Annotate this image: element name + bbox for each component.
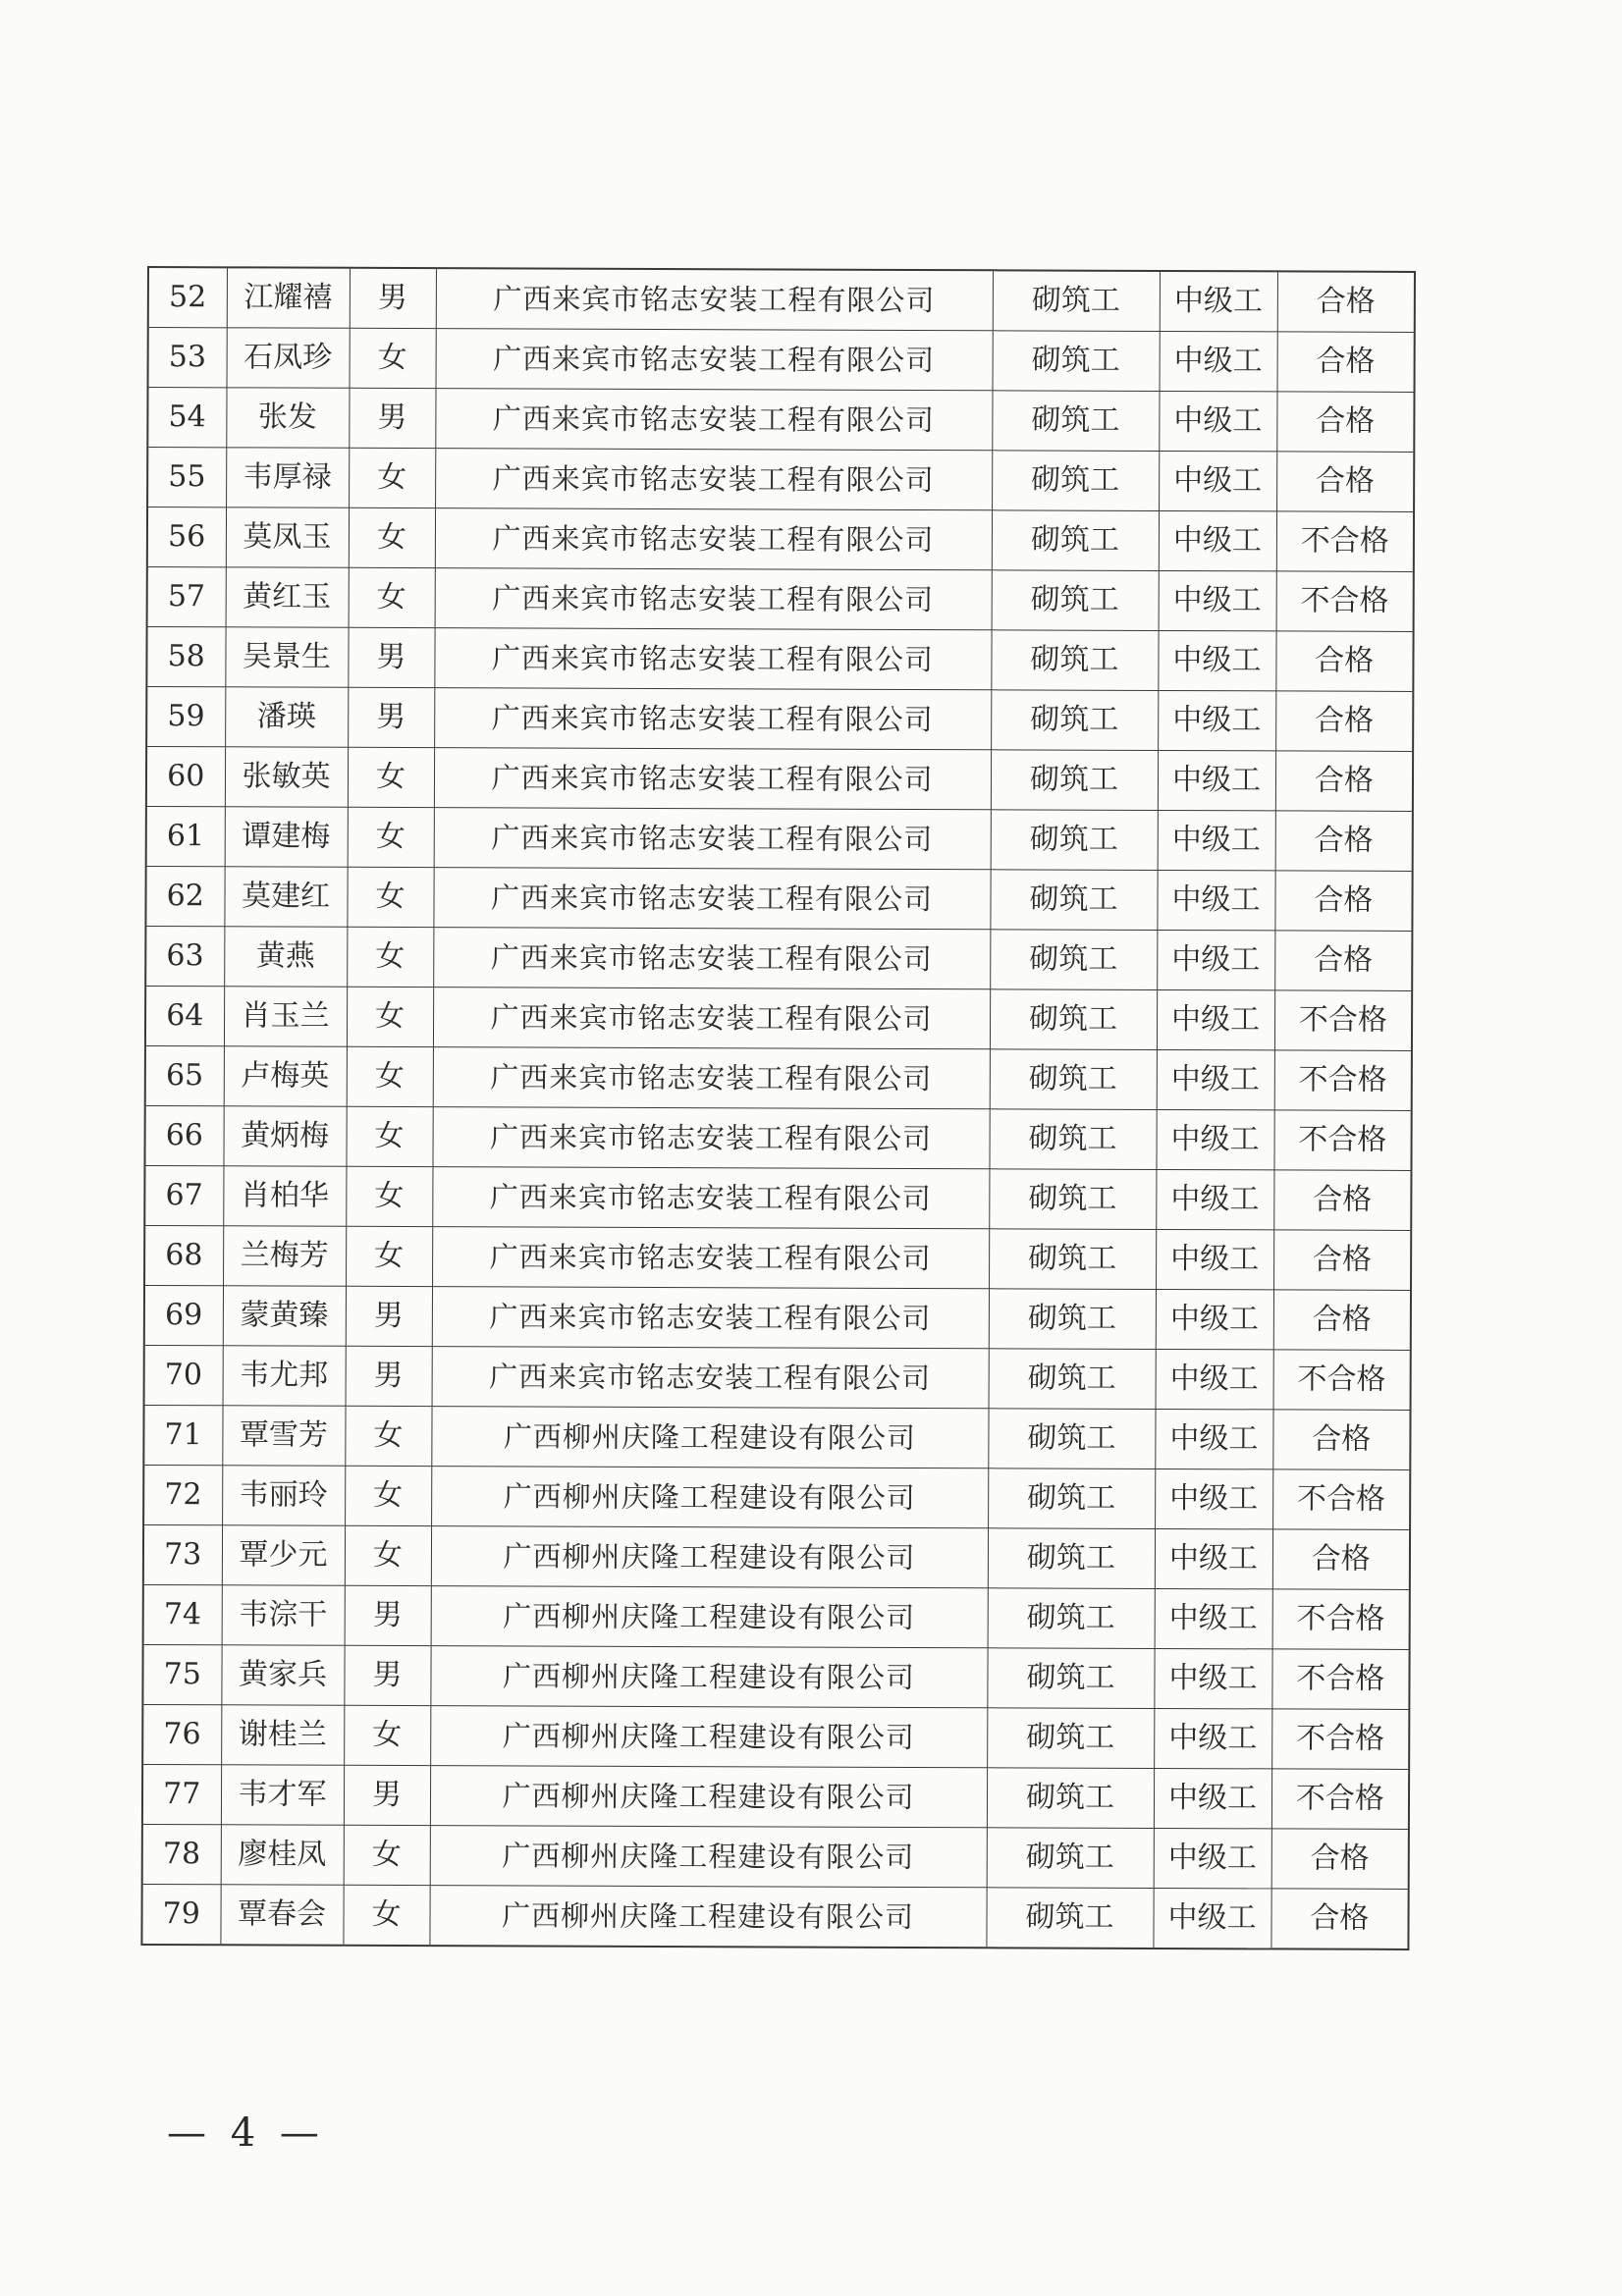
company-name: 广西来宾市铭志安装工程有限公司 <box>433 1047 990 1109</box>
company-name: 广西柳州庆隆工程建设有限公司 <box>431 1467 988 1528</box>
table-row <box>144 1105 1411 1170</box>
trade: 砌筑工 <box>991 750 1158 811</box>
skill-level: 中级工 <box>1159 451 1276 510</box>
table-row <box>145 866 1412 931</box>
gender: 男 <box>349 388 435 448</box>
company-name: 广西柳州庆隆工程建设有限公司 <box>430 1766 987 1828</box>
table-row <box>147 567 1414 632</box>
trade: 砌筑工 <box>991 630 1158 691</box>
row-number: 59 <box>146 687 225 747</box>
trade: 砌筑工 <box>990 989 1157 1050</box>
person-name: 卢梅英 <box>224 1046 347 1106</box>
skill-level: 中级工 <box>1155 1528 1272 1588</box>
table-row <box>142 1704 1409 1769</box>
skill-level: 中级工 <box>1154 1768 1271 1828</box>
gender: 女 <box>345 1406 431 1466</box>
table-row <box>146 747 1413 812</box>
exam-result: 合格 <box>1277 271 1415 332</box>
company-name: 广西柳州庆隆工程建设有限公司 <box>430 1826 987 1888</box>
trade: 砌筑工 <box>991 690 1158 751</box>
gender: 女 <box>348 747 434 807</box>
gender: 女 <box>349 448 435 507</box>
table-row <box>146 627 1413 692</box>
exam-result: 合格 <box>1272 1529 1410 1590</box>
person-name: 石凤珍 <box>227 328 350 388</box>
skill-level: 中级工 <box>1157 870 1274 930</box>
table-row <box>142 1644 1409 1709</box>
person-name: 兰梅芳 <box>223 1226 346 1286</box>
person-name: 韦厚禄 <box>226 448 349 507</box>
skill-level: 中级工 <box>1155 1409 1272 1468</box>
row-number: 53 <box>148 328 227 388</box>
trade: 砌筑工 <box>992 510 1159 571</box>
skill-level: 中级工 <box>1155 1588 1272 1648</box>
exam-result: 合格 <box>1273 1170 1411 1231</box>
row-number: 60 <box>146 747 225 807</box>
gender: 女 <box>349 567 435 627</box>
company-name: 广西来宾市铭志安装工程有限公司 <box>434 688 991 750</box>
row-number: 71 <box>143 1405 222 1465</box>
person-name: 张发 <box>226 388 349 448</box>
trade: 砌筑工 <box>989 1109 1156 1170</box>
trade: 砌筑工 <box>993 270 1160 331</box>
exam-result: 合格 <box>1275 691 1413 752</box>
trade: 砌筑工 <box>988 1468 1155 1529</box>
row-number: 63 <box>145 926 224 986</box>
gender: 男 <box>350 268 436 329</box>
company-name: 广西来宾市铭志安装工程有限公司 <box>434 748 991 810</box>
skill-level: 中级工 <box>1157 989 1274 1049</box>
company-name: 广西柳州庆隆工程建设有限公司 <box>430 1646 987 1708</box>
gender: 男 <box>345 1585 431 1645</box>
skill-level: 中级工 <box>1155 1468 1272 1528</box>
trade: 砌筑工 <box>989 1229 1156 1290</box>
person-name: 黄燕 <box>224 927 347 987</box>
results-table <box>140 266 1416 1950</box>
row-number: 70 <box>144 1345 223 1405</box>
exam-result: 合格 <box>1271 1889 1408 1949</box>
row-number: 52 <box>148 267 227 328</box>
page-number: — 4 — <box>167 2110 325 2156</box>
table-row <box>145 926 1412 990</box>
row-number: 67 <box>144 1165 223 1225</box>
gender: 男 <box>348 687 434 747</box>
company-name: 广西来宾市铭志安装工程有限公司 <box>435 508 992 570</box>
trade: 砌筑工 <box>988 1409 1155 1469</box>
person-name: 蒙黄臻 <box>223 1286 346 1346</box>
trade: 砌筑工 <box>986 1888 1153 1949</box>
gender: 女 <box>347 1046 433 1106</box>
exam-result: 不合格 <box>1274 990 1412 1051</box>
skill-level: 中级工 <box>1159 391 1276 451</box>
table-row <box>141 1884 1408 1949</box>
exam-result: 合格 <box>1273 1230 1411 1291</box>
gender: 男 <box>346 1346 432 1406</box>
row-number: 57 <box>147 567 226 627</box>
trade: 砌筑工 <box>989 1289 1156 1350</box>
table-row <box>144 1225 1411 1290</box>
exam-result: 合格 <box>1275 751 1413 812</box>
company-name: 广西柳州庆隆工程建设有限公司 <box>431 1586 988 1648</box>
table-row <box>145 1045 1412 1110</box>
exam-result: 不合格 <box>1274 1050 1412 1111</box>
row-number: 66 <box>144 1105 223 1165</box>
person-name: 黄红玉 <box>226 567 349 627</box>
skill-level: 中级工 <box>1156 1109 1273 1169</box>
company-name: 广西柳州庆隆工程建设有限公司 <box>431 1407 988 1468</box>
exam-result: 合格 <box>1276 452 1414 512</box>
exam-result: 合格 <box>1277 332 1415 393</box>
gender: 女 <box>346 1226 432 1286</box>
person-name: 肖玉兰 <box>224 987 347 1046</box>
skill-level: 中级工 <box>1157 930 1274 989</box>
row-number: 54 <box>147 388 226 448</box>
gender: 女 <box>347 867 433 927</box>
company-name: 广西来宾市铭志安装工程有限公司 <box>434 808 991 870</box>
row-number: 56 <box>147 507 226 567</box>
row-number: 76 <box>142 1704 221 1764</box>
row-number: 64 <box>145 986 224 1045</box>
person-name: 谭建梅 <box>225 807 348 867</box>
row-number: 77 <box>142 1764 221 1824</box>
trade: 砌筑工 <box>992 451 1159 511</box>
gender: 男 <box>344 1645 430 1705</box>
table-row <box>147 388 1414 453</box>
gender: 女 <box>350 328 436 388</box>
row-number: 74 <box>143 1584 222 1644</box>
row-number: 68 <box>144 1225 223 1285</box>
exam-result: 合格 <box>1275 631 1413 692</box>
trade: 砌筑工 <box>987 1708 1154 1769</box>
table-row <box>147 507 1414 572</box>
company-name: 广西来宾市铭志安装工程有限公司 <box>436 329 993 391</box>
exam-result: 不合格 <box>1276 571 1414 632</box>
skill-level: 中级工 <box>1160 331 1277 391</box>
exam-result: 不合格 <box>1276 511 1414 572</box>
person-name: 肖柏华 <box>223 1166 346 1226</box>
exam-result: 不合格 <box>1271 1709 1409 1770</box>
company-name: 广西来宾市铭志安装工程有限公司 <box>435 568 992 630</box>
exam-result: 不合格 <box>1272 1589 1410 1650</box>
trade: 砌筑工 <box>990 870 1157 931</box>
exam-result: 合格 <box>1275 811 1413 872</box>
trade: 砌筑工 <box>987 1828 1154 1889</box>
table-row <box>143 1524 1410 1589</box>
company-name: 广西柳州庆隆工程建设有限公司 <box>429 1886 986 1949</box>
table-row <box>144 1165 1411 1230</box>
trade: 砌筑工 <box>987 1768 1154 1829</box>
person-name: 韦丽玲 <box>222 1466 345 1525</box>
table-row <box>143 1465 1410 1529</box>
gender: 女 <box>349 507 435 567</box>
skill-level: 中级工 <box>1158 690 1275 750</box>
company-name: 广西来宾市铭志安装工程有限公司 <box>435 449 992 510</box>
gender: 女 <box>348 807 434 867</box>
person-name: 覃春会 <box>220 1885 343 1946</box>
gender: 男 <box>348 627 434 687</box>
person-name: 张敏英 <box>225 747 348 807</box>
person-name: 莫凤玉 <box>226 507 349 567</box>
company-name: 广西来宾市铭志安装工程有限公司 <box>434 628 991 690</box>
table-row <box>146 806 1413 871</box>
skill-level: 中级工 <box>1160 271 1277 332</box>
gender: 女 <box>343 1885 429 1946</box>
skill-level: 中级工 <box>1158 750 1275 810</box>
trade: 砌筑工 <box>992 391 1159 452</box>
table-row <box>143 1584 1410 1649</box>
exam-result: 不合格 <box>1272 1469 1410 1530</box>
table-row <box>148 267 1415 332</box>
company-name: 广西来宾市铭志安装工程有限公司 <box>432 1287 989 1349</box>
table-row <box>142 1764 1409 1829</box>
gender: 女 <box>346 1166 432 1226</box>
skill-level: 中级工 <box>1158 810 1275 870</box>
company-name: 广西来宾市铭志安装工程有限公司 <box>432 1107 989 1169</box>
row-number: 65 <box>145 1045 224 1105</box>
company-name: 广西来宾市铭志安装工程有限公司 <box>433 928 990 989</box>
gender: 女 <box>345 1525 431 1585</box>
person-name: 吴景生 <box>225 627 348 687</box>
company-name: 广西柳州庆隆工程建设有限公司 <box>431 1526 988 1588</box>
row-number: 79 <box>141 1884 220 1945</box>
table-row <box>142 1824 1409 1889</box>
skill-level: 中级工 <box>1157 1049 1274 1109</box>
skill-level: 中级工 <box>1154 1828 1271 1888</box>
trade: 砌筑工 <box>992 570 1159 631</box>
trade: 砌筑工 <box>993 331 1160 392</box>
skill-level: 中级工 <box>1154 1708 1271 1768</box>
exam-result: 合格 <box>1276 392 1414 453</box>
person-name: 江耀禧 <box>227 267 350 328</box>
company-name: 广西来宾市铭志安装工程有限公司 <box>433 868 990 930</box>
trade: 砌筑工 <box>988 1528 1155 1589</box>
person-name: 韦尤邦 <box>223 1346 346 1406</box>
skill-level: 中级工 <box>1159 510 1276 570</box>
person-name: 谢桂兰 <box>221 1705 344 1765</box>
row-number: 73 <box>143 1524 222 1584</box>
company-name: 广西来宾市铭志安装工程有限公司 <box>432 1167 989 1229</box>
company-name: 广西来宾市铭志安装工程有限公司 <box>436 268 993 331</box>
skill-level: 中级工 <box>1156 1169 1273 1229</box>
table-row <box>143 1405 1410 1469</box>
trade: 砌筑工 <box>987 1648 1154 1709</box>
trade: 砌筑工 <box>991 810 1158 871</box>
person-name: 覃少元 <box>222 1525 345 1585</box>
skill-level: 中级工 <box>1158 630 1275 690</box>
row-number: 61 <box>146 806 225 866</box>
gender: 女 <box>346 1106 432 1166</box>
exam-result: 不合格 <box>1273 1110 1411 1171</box>
row-number: 78 <box>142 1824 221 1884</box>
exam-result: 不合格 <box>1271 1649 1409 1710</box>
gender: 女 <box>347 987 433 1046</box>
skill-level: 中级工 <box>1159 570 1276 630</box>
company-name: 广西来宾市铭志安装工程有限公司 <box>433 988 990 1049</box>
company-name: 广西柳州庆隆工程建设有限公司 <box>430 1706 987 1768</box>
gender: 女 <box>345 1466 431 1525</box>
table-row <box>145 986 1412 1050</box>
row-number: 69 <box>144 1285 223 1345</box>
person-name: 韦淙干 <box>222 1585 345 1645</box>
trade: 砌筑工 <box>990 930 1157 990</box>
trade: 砌筑工 <box>989 1169 1156 1230</box>
person-name: 覃雪芳 <box>222 1406 345 1466</box>
person-name: 黄炳梅 <box>223 1106 346 1166</box>
person-name: 黄家兵 <box>221 1645 344 1705</box>
skill-level: 中级工 <box>1156 1229 1273 1289</box>
person-name: 韦才军 <box>221 1765 344 1825</box>
exam-result: 不合格 <box>1273 1350 1411 1411</box>
row-number: 75 <box>142 1644 221 1704</box>
row-number: 62 <box>145 866 224 926</box>
results-table-body <box>141 267 1415 1949</box>
trade: 砌筑工 <box>989 1349 1156 1410</box>
trade: 砌筑工 <box>988 1588 1155 1649</box>
gender: 女 <box>344 1825 430 1885</box>
gender: 女 <box>347 927 433 987</box>
skill-level: 中级工 <box>1154 1648 1271 1708</box>
exam-result: 不合格 <box>1271 1769 1409 1830</box>
exam-result: 合格 <box>1273 1290 1411 1351</box>
table-row <box>144 1285 1411 1350</box>
trade: 砌筑工 <box>990 1049 1157 1110</box>
table-row <box>144 1345 1411 1410</box>
person-name: 潘瑛 <box>225 687 348 747</box>
exam-result: 合格 <box>1274 931 1412 991</box>
row-number: 55 <box>147 448 226 507</box>
person-name: 廖桂凤 <box>221 1825 344 1885</box>
exam-result: 合格 <box>1271 1829 1409 1890</box>
skill-level: 中级工 <box>1156 1289 1273 1349</box>
company-name: 广西来宾市铭志安装工程有限公司 <box>432 1227 989 1289</box>
company-name: 广西来宾市铭志安装工程有限公司 <box>432 1347 989 1409</box>
company-name: 广西来宾市铭志安装工程有限公司 <box>435 389 992 451</box>
table-row <box>148 328 1415 393</box>
row-number: 72 <box>143 1465 222 1524</box>
skill-level: 中级工 <box>1153 1888 1271 1949</box>
gender: 男 <box>346 1286 432 1346</box>
gender: 女 <box>344 1705 430 1765</box>
gender: 男 <box>344 1765 430 1825</box>
row-number: 58 <box>146 627 225 687</box>
skill-level: 中级工 <box>1156 1349 1273 1409</box>
exam-result: 合格 <box>1274 871 1412 932</box>
table-row <box>146 687 1413 752</box>
exam-result: 合格 <box>1272 1410 1410 1470</box>
table-row <box>147 448 1414 512</box>
person-name: 莫建红 <box>224 867 347 927</box>
